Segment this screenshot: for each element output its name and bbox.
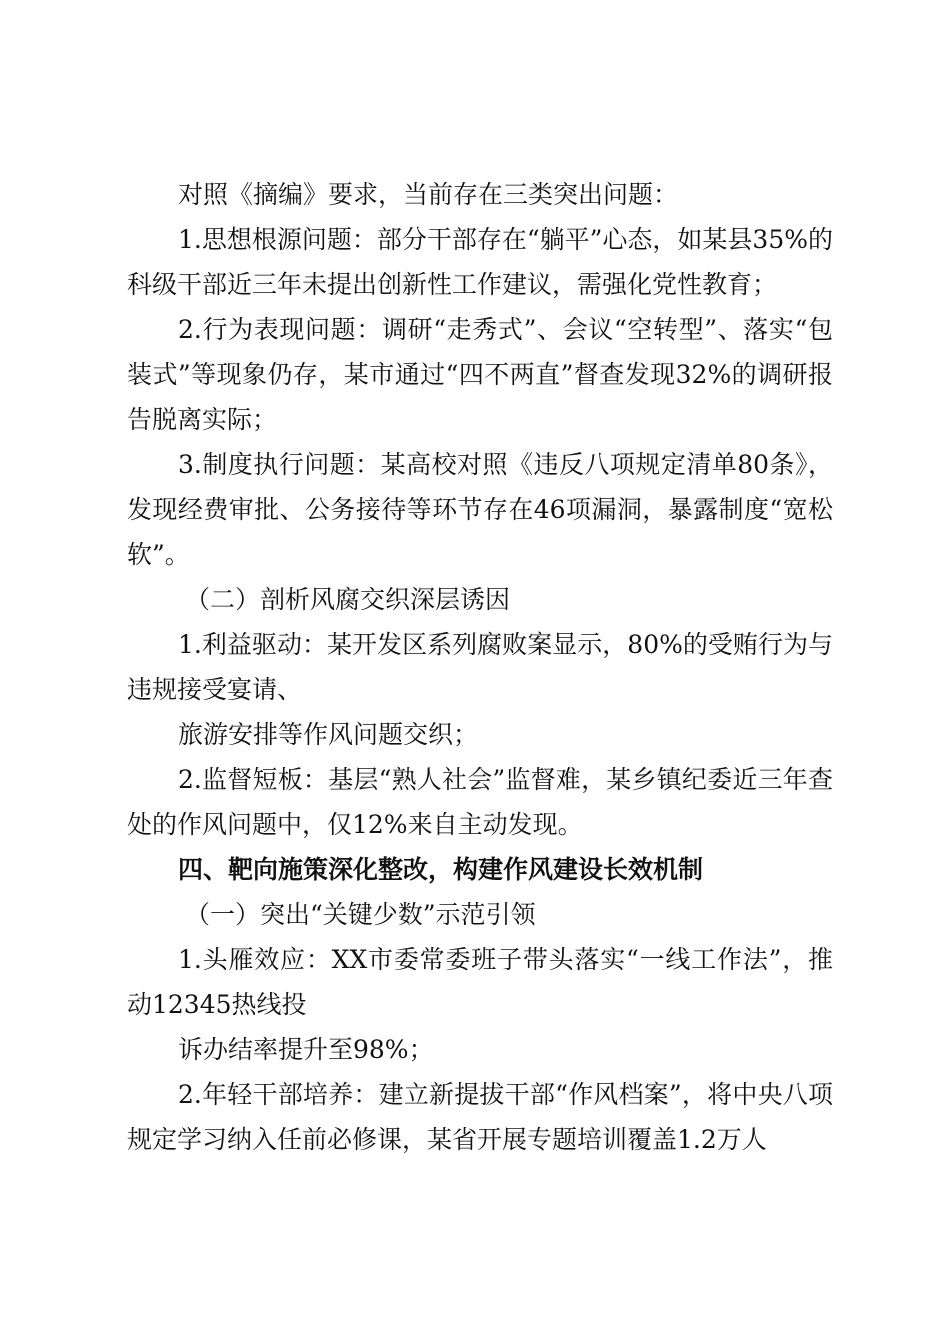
paragraph-item-interest: 1.利益驱动：某开发区系列腐败案显示，80%的受贿行为与违规接受宴请、 [127,630,833,704]
paragraph-item-leading-goose-cont: 诉办结率提升至98%； [178,1035,434,1064]
paragraph-item-thought: 1.思想根源问题：部分干部存在“躺平”心态，如某县35%的科级干部近三年未提出创新性工作建议，需强化党性教育； [127,225,833,299]
document-body [127,172,833,1162]
paragraph-item-interest-cont: 旅游安排等作风问题交织； [178,720,479,749]
paragraph-item-leading-goose: 1.头雁效应：XX市委常委班子带头落实“一线工作法”，推动12345热线投 [127,945,833,1019]
paragraph-item-supervision: 2.监督短板：基层“熟人社会”监督难，某乡镇纪委近三年查处的作风问题中，仅12%来自主动发现。 [127,765,833,839]
paragraph-item-behavior: 2.行为表现问题：调研“走秀式”、会议“空转型”、落实“包装式”等现象仍存，某市通过“四不两直”督查发现32%的调研报告脱离实际； [127,315,833,434]
paragraph-intro: 对照《摘编》要求，当前存在三类突出问题： [178,180,679,209]
subheading-key-minority: （一）突出“关键少数”示范引领 [185,900,536,929]
paragraph-item-system: 3.制度执行问题：某高校对照《违反八项规定清单80条》，发现经费审批、公务接待等环节存在46项漏洞，暴露制度“宽松软”。 [127,450,833,569]
paragraph-item-young-cadres: 2.年轻干部培养：建立新提拔干部“作风档案”，将中央八项规定学习纳入任前必修课，某省开展专题培训覆盖1.2万人 [127,1080,833,1154]
section-heading-four: 四、靶向施策深化整改，构建作风建设长效机制 [178,855,704,884]
subheading-analysis: （二）剖析风腐交织深层诱因 [185,585,511,614]
